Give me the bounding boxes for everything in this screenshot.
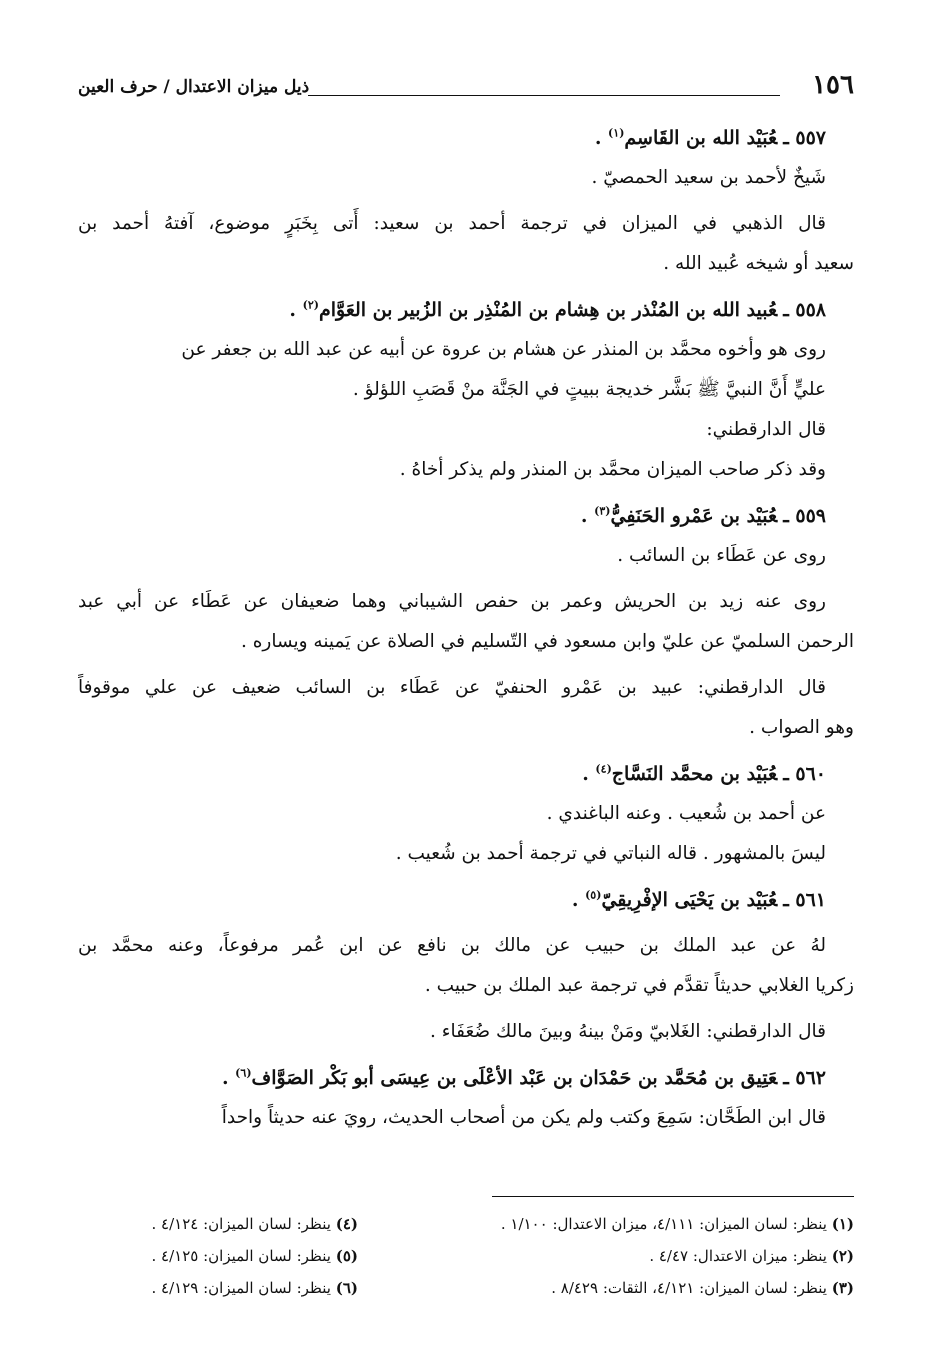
entry-heading	[78, 754, 854, 794]
footnote-text: ينظر: لسان الميزان: ٤/١٢٤ .	[151, 1215, 336, 1233]
text-line: روى عنه زيد بن الحريش وعمر بن حفص الشيباني وهما ضعيفان عن عَطَاء عن أبي عبد	[78, 591, 826, 612]
entry-number: ٥٦٢ ـ	[783, 1067, 826, 1089]
footnote-item	[474, 1240, 854, 1272]
footnote-text: ينظر: لسان الميزان: ٤/١٢٩ .	[151, 1279, 336, 1297]
text-line: شَيخٌ لأحمد بن سعيد الحمصيّ .	[591, 167, 826, 188]
text-line: قال الذهبي في الميزان في ترجمة أحمد بن سعيد: أَتى بِخَبَرٍ موضوع، آفتهُ أحمد بن	[78, 213, 826, 234]
entry-name: عُبيد الله بن المُنْذر بن هِشام بن المُنْذِر بن الزُبير بن العَوَّام	[318, 299, 778, 321]
footnote-number: (٥)	[335, 1247, 358, 1265]
footnote-number: (٤)	[335, 1215, 358, 1233]
footnote-rule	[492, 1196, 854, 1197]
page-body	[78, 118, 854, 1138]
footnotes-left-column	[78, 1208, 358, 1304]
footnote-item	[474, 1272, 854, 1304]
entry-name: عُبَيْد الله بن القَاسِم	[624, 127, 778, 149]
footnotes	[78, 1208, 854, 1318]
entry-name: عُبَيْد بن عَمْرو الحَنَفِيُّ	[610, 505, 778, 527]
footnote-item	[78, 1272, 358, 1304]
footnote-number: (٦)	[335, 1279, 358, 1297]
footnote-item	[78, 1208, 358, 1240]
text-line: وهو الصواب .	[749, 717, 854, 738]
text-line: قال الدارقطني: عبيد بن عَمْرو الحنفيّ عن عَطَاء بن السائب ضعيف عن علي موقوفاً	[78, 677, 826, 698]
entry-name: عَتِيق بن مُحَمَّد بن حَمْدَان بن عَبْد الأعْلَى بن عِيسَى أبو بَكْر الصَوَّاف	[251, 1067, 778, 1089]
footnotes-right-column	[474, 1208, 854, 1304]
footnote-marker: (٢)	[302, 298, 319, 312]
text-line: لهُ عن عبد الملك بن حبيب عن مالك بن نافع عن ابن عُمر مرفوعاً، وعنه محمَّد بن	[78, 935, 826, 956]
footnote-number: (٣)	[831, 1279, 854, 1297]
text-line: روى هو وأخوه محمَّد بن المنذر عن هشام بن عروة عن أبيه عن عبد الله بن جعفر عن	[181, 339, 826, 360]
entry-tail: .	[289, 299, 303, 321]
footnote-marker: (٣)	[594, 504, 611, 518]
entry-heading	[78, 496, 854, 536]
entry-number: ٥٦٠ ـ	[783, 763, 826, 785]
entry-name: عُبَيْد بن يَحْيَى الإفْرِيقِيّ	[601, 889, 778, 911]
page-number: ١٥٦	[812, 70, 854, 100]
text-line: الرحمن السلميّ عن عليّ وابن مسعود في التّسليم في الصلاة عن يَمينه ويساره .	[240, 631, 854, 652]
entry-number: ٥٦١ ـ	[783, 889, 826, 911]
entry-heading	[78, 1058, 854, 1098]
entry-tail: .	[580, 505, 595, 527]
text-line: ليسَ بالمشهور . قاله النباتي في ترجمة أحمد بن شُعيب .	[395, 843, 826, 864]
page-header	[78, 68, 854, 108]
footnote-number: (١)	[831, 1215, 854, 1233]
entry-heading	[78, 880, 854, 920]
entry-tail: .	[571, 889, 586, 911]
entry-number: ٥٥٩ ـ	[783, 505, 826, 527]
entry-name: عُبَيْد بن محمَّد النَسَّاج	[611, 763, 778, 785]
footnote-text: ينظر: لسان الميزان: ٤/١٢١، الثقات: ٨/٤٢٩ .	[551, 1279, 832, 1297]
entry-tail: .	[221, 1067, 236, 1089]
text-line: عليٍّ أَنَّ النبيَّ ﷺ بَشَّر خديجة ببيتٍ في الجَنَّة منْ قَصَبِ اللؤلؤ .	[352, 379, 826, 400]
entry-heading	[78, 118, 854, 158]
footnote-text: ينظر: ميزان الاعتدال: ٤/٤٧ .	[649, 1247, 832, 1265]
footnote-text: ينظر: لسان الميزان: ٤/١١١، ميزان الاعتدال: ١/١٠٠ .	[500, 1215, 832, 1233]
entry-tail: .	[594, 127, 609, 149]
footnote-number: (٢)	[831, 1247, 854, 1265]
entry-number: ٥٥٨ ـ	[783, 299, 826, 321]
text-line: روى عن عَطَاء بن السائب .	[617, 545, 826, 566]
text-line: عن أحمد بن شُعيب . وعنه الباغندي .	[546, 803, 826, 824]
text-line: قال الدارقطني: الغَلابيّ ومَنْ بينهُ وبينَ مالك ضُعَفَاء .	[430, 1021, 826, 1042]
footnote-item	[474, 1208, 854, 1240]
text-line: زكريا الغلابي حديثاً تقدَّم في ترجمة عبد الملك بن حبيب .	[424, 975, 854, 996]
running-title: ذيل ميزان الاعتدال / حرف العين	[78, 77, 310, 97]
footnote-marker: (٦)	[235, 1066, 252, 1080]
text-line: وقد ذكر صاحب الميزان محمَّد بن المنذر ولم يذكر أخاهُ .	[399, 459, 826, 480]
entry-number: ٥٥٧ ـ	[783, 127, 826, 149]
header-rule	[308, 95, 780, 96]
footnote-item	[78, 1240, 358, 1272]
entry-heading	[78, 290, 854, 330]
footnote-marker: (٤)	[595, 762, 612, 776]
text-line: قال ابن الطَحَّان: سَمِعَ وكتب ولم يكن من أصحاب الحديث، رويَ عنه حديثاً واحداً	[221, 1107, 826, 1128]
text-line: سعيد أو شيخه عُبيد الله .	[663, 253, 854, 274]
entry-tail: .	[582, 763, 596, 785]
footnote-marker: (٥)	[585, 888, 602, 902]
text-line: قال الدارقطني:	[706, 419, 826, 440]
footnote-marker: (١)	[608, 126, 625, 140]
footnote-text: ينظر: لسان الميزان: ٤/١٢٥ .	[151, 1247, 336, 1265]
